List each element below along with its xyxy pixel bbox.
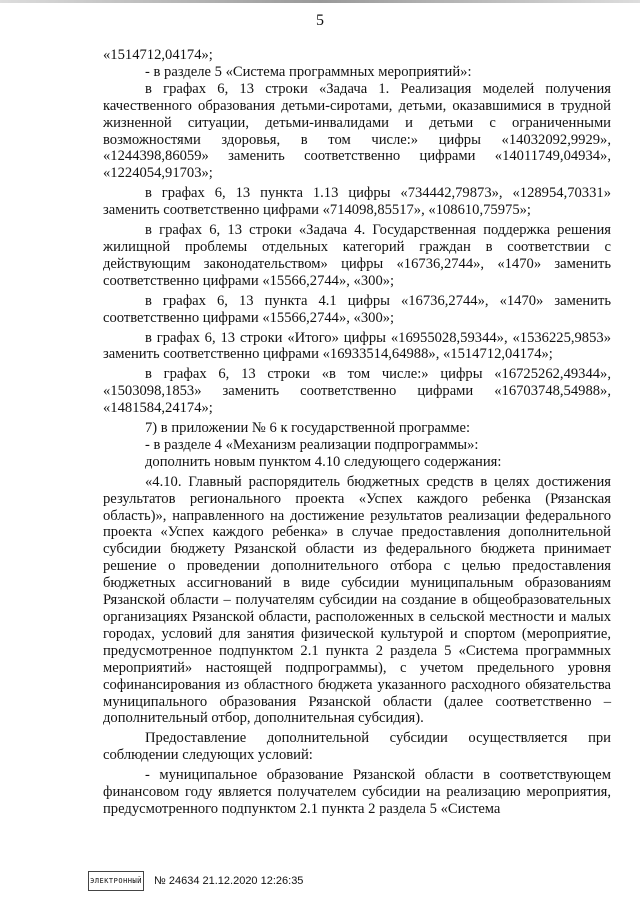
paragraph-9: 7) в приложении № 6 к государственной программе: <box>145 420 471 437</box>
paragraph-6: в графах 6, 13 пункта 4.1 цифры «16736,2744», «1470» заменить соответственно цифрами «15566,2744», «300»; <box>103 292 611 326</box>
paragraph-2: - в разделе 5 «Система программных мероприятий»: <box>145 63 472 80</box>
paragraph-7: в графах 6, 13 строки «Итого» цифры «16955028,59344», «1536225,9853» заменить соответственно цифрами «16933514,64988», «1514712,04174»; <box>103 329 611 363</box>
page-number: 5 <box>316 12 324 29</box>
electronic-stamp: ЭЛЕКТРОННЫЙ <box>88 871 144 891</box>
document-body <box>103 47 611 818</box>
paragraph-5: в графах 6, 13 строки «Задача 4. Государственная поддержка решения жилищной проблемы отдельных категорий граждан в соответствии с действующим законодательством» цифры «16736,2744», «1470» заменить соответственно цифрами «15566,2744», «300»; <box>103 222 611 289</box>
paragraph-3: в графах 6, 13 строки «Задача 1. Реализация моделей получения качественного образования детьми-сиротами, детьми, оказавшимися в трудной жизненной ситуации, детьми-инвалидами и детьми с ограниченными возможностями здоровья, в том числе:» цифры «14032092,9929», «1244398,86059» заменить соответственно цифрами «14011749,04934», «1224054,91703»; <box>103 80 611 182</box>
footer <box>88 871 303 891</box>
paragraph-13: Предоставление дополнительной субсидии осуществляется при соблюдении следующих условий: <box>103 730 611 764</box>
paragraph-8: в графах 6, 13 строки «в том числе:» цифры «16725262,49344», «1503098,1853» заменить соответственно цифрами «16703748,54988», «1481584,24174»; <box>103 366 611 417</box>
scan-edge <box>0 0 640 3</box>
paragraph-12: «4.10. Главный распорядитель бюджетных средств в целях достижения результатов регионального проекта «Успех каждого ребенка (Рязанская область)», направленного на достижение результатов реализации федерального проекта «Успех каждого ребенка» в случае предоставления дополнительной субсидии бюджету Рязанской области из федерального бюджета принимает решение о проведении дополнительного отбора с целью предоставления бюджетных ассигнований в виде субсидии муниципальным образованиям Рязанской области – получателям субсидии на создание в общеобразовательных организациях Рязанской области, расположенных в сельской местности и малых городах, условий для занятия физической культурой и спортом (мероприятие, предусмотренное подпунктом 2.1 пункта 2 раздела 5 «Система программных мероприятий» настоящей подпрограммы), с учетом предельного уровня софинансирования из областного бюджета указанного расходного обязательства муниципального образования Рязанской области (далее соответственно – дополнительный отбор, дополнительная субсидия). <box>103 473 611 727</box>
paragraph-4: в графах 6, 13 пункта 1.13 цифры «734442,79873», «128954,70331» заменить соответственно цифрами «714098,85517», «108610,75975»; <box>103 185 611 219</box>
paragraph-10: - в разделе 4 «Механизм реализации подпрограммы»: <box>145 436 479 453</box>
paragraph-14: - муниципальное образование Рязанской области в соответствующем финансовом году является получателем субсидии на реализацию мероприятия, предусмотренного подпунктом 2.1 пункта 2 раздела 5 «Система <box>103 767 611 817</box>
registration-number: № 24634 21.12.2020 12:26:35 <box>154 875 304 887</box>
paragraph-11: дополнить новым пунктом 4.10 следующего содержания: <box>145 453 502 470</box>
paragraph-1: «1514712,04174»; <box>103 47 213 63</box>
